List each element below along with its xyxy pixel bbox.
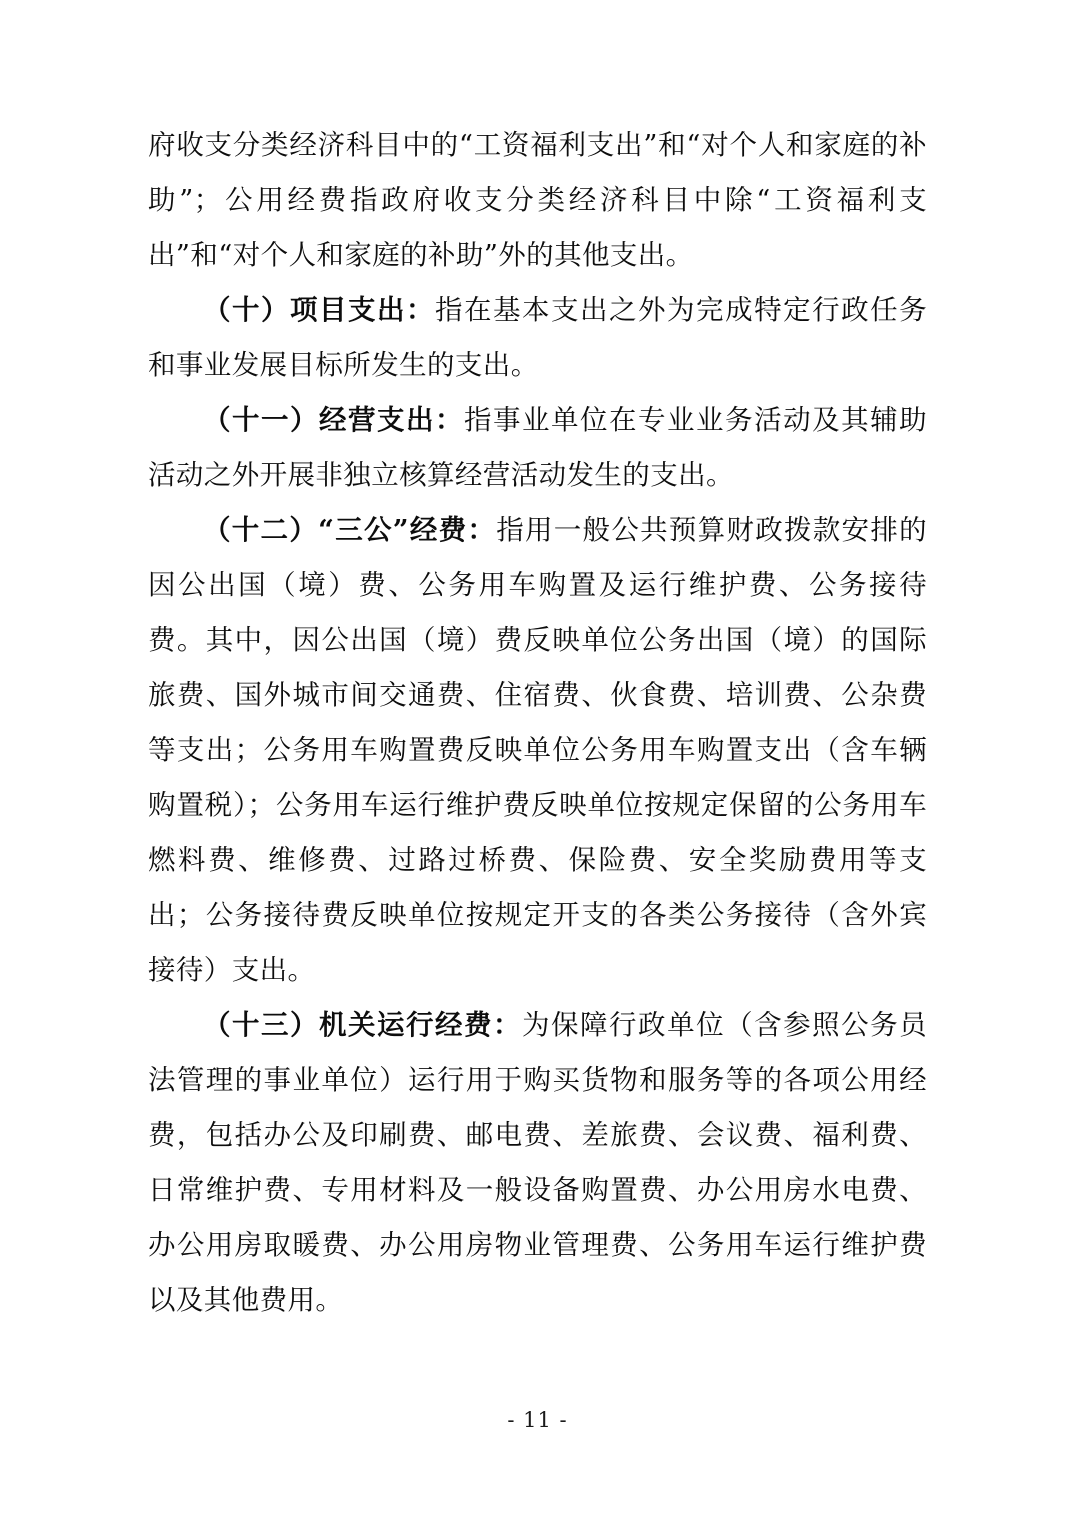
paragraph-text: 指在基本支出之外为完成特定行政任务和事业发展目标所发生的支出。: [148, 294, 927, 381]
paragraph-item-13: [148, 998, 927, 1328]
paragraph-text: 指事业单位在专业业务活动及其辅助活动之外开展非独立核算经营活动发生的支出。: [148, 404, 927, 491]
paragraph-label: （十三）机关运行经费：: [203, 1009, 523, 1041]
paragraph-item-11: [148, 393, 927, 503]
paragraph-text: 指用一般公共预算财政拨款安排的因公出国（境）费、公务用车购置及运行维护费、公务接待费。其中，因公出国（境）费反映单位公务出国（境）的国际旅费、国外城市间交通费、住宿费、伙食费、培训费、公杂费等支出；公务用车购置费反映单位公务用车购置支出（含车辆购置税）；公务用车运行维护费反映单位按规定保留的公务用车燃料费、维修费、过路过桥费、保险费、安全奖励费用等支出；公务接待费反映单位按规定开支的各类公务接待（含外宾接待）支出。: [148, 514, 927, 986]
paragraph-text: 为保障行政单位（含参照公务员法管理的事业单位）运行用于购买货物和服务等的各项公用经费，包括办公及印刷费、邮电费、差旅费、会议费、福利费、日常维护费、专用材料及一般设备购置费、办公用房水电费、办公用房取暖费、办公用房物业管理费、公务用车运行维护费以及其他费用。: [148, 1009, 927, 1316]
paragraph-item-12: [148, 503, 927, 998]
page-body: [148, 118, 927, 1328]
paragraph-label: （十）项目支出：: [203, 294, 436, 326]
paragraph-text: 府收支分类经济科目中的“工资福利支出”和“对个人和家庭的补助”；公用经费指政府收支分类经济科目中除“工资福利支出”和“对个人和家庭的补助”外的其他支出。: [148, 129, 927, 271]
paragraph-item-10: [148, 283, 927, 393]
page-number: - 11 -: [507, 1408, 568, 1432]
paragraph-label: （十二）“三公”经费：: [203, 514, 497, 546]
paragraph-continuation: [148, 118, 927, 283]
paragraph-label: （十一）经营支出：: [203, 404, 465, 436]
